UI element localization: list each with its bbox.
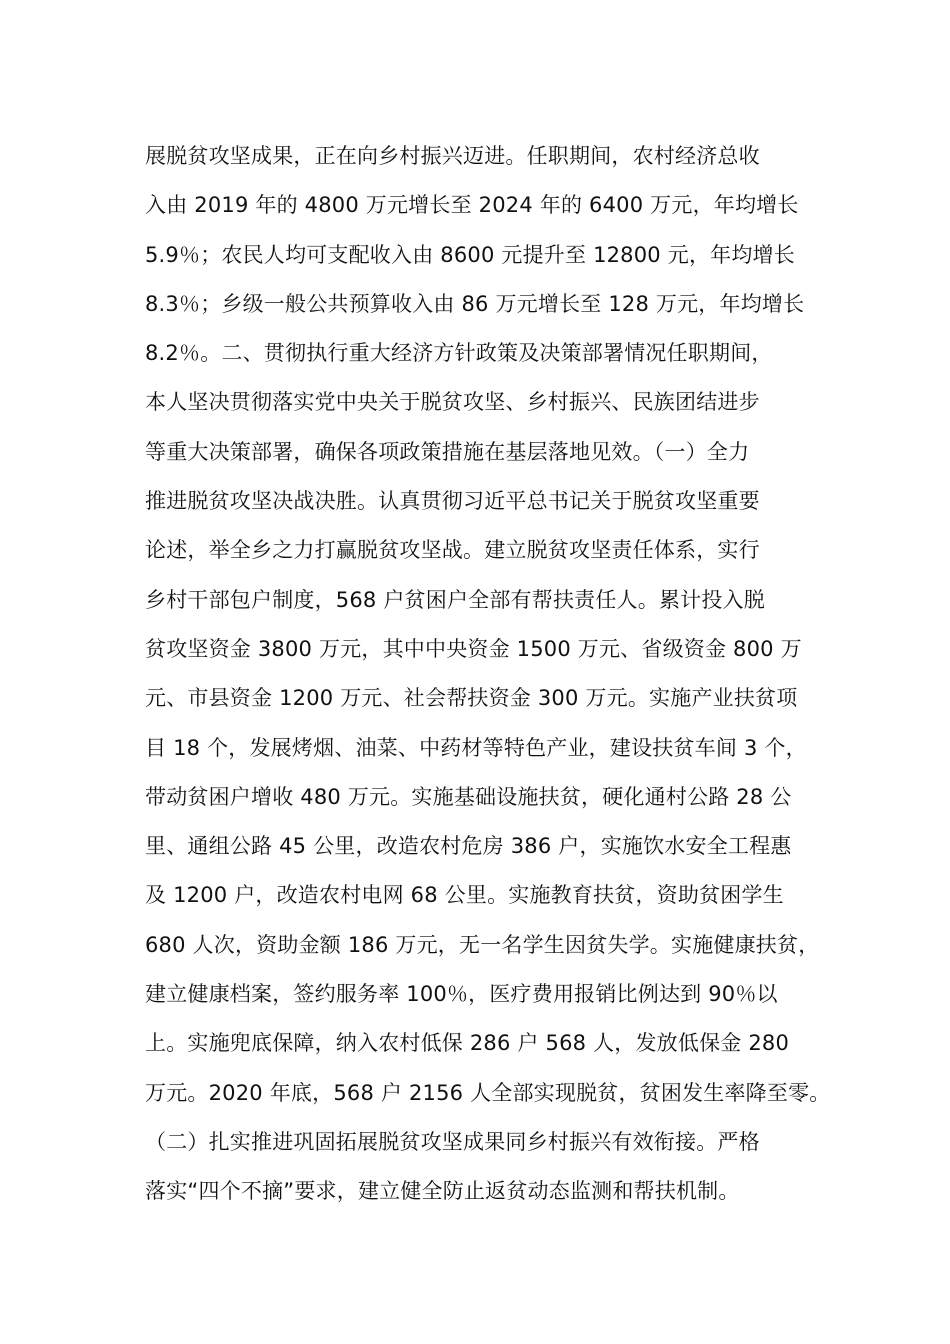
text-line: 展脱贫攻坚成果，正在向乡村振兴迈进。任职期间，农村经济总收 bbox=[145, 144, 760, 168]
text-line: 建立健康档案，签约服务率 100％，医疗费用报销比例达到 90％以 bbox=[145, 982, 778, 1007]
text-line: 里、通组公路 45 公里，改造农村危房 386 户，实施饮水安全工程惠 bbox=[145, 834, 792, 859]
text-line: 680 人次，资助金额 186 万元，无一名学生因贫失学。实施健康扶贫， bbox=[145, 932, 820, 957]
text-line: （二）扎实推进巩固拓展脱贫攻坚成果同乡村振兴有效衔接。严格 bbox=[145, 1129, 760, 1154]
text-line: 带动贫困户增收 480 万元。实施基础设施扶贫，硬化通村公路 28 公 bbox=[145, 784, 792, 809]
text-line: 8.3％；乡级一般公共预算收入由 86 万元增长至 128 万元，年均增长 bbox=[145, 291, 805, 316]
text-line: 元、市县资金 1200 万元、社会帮扶资金 300 万元。实施产业扶贫项 bbox=[145, 686, 798, 711]
text-line: 本人坚决贯彻落实党中央关于脱贫攻坚、乡村振兴、民族团结进步 bbox=[145, 390, 760, 415]
text-line: 及 1200 户，改造农村电网 68 公里。实施教育扶贫，资助贫困学生 bbox=[145, 883, 784, 908]
text-line: 5.9％；农民人均可支配收入由 8600 元提升至 12800 元，年均增长 bbox=[145, 242, 795, 267]
text-line: 推进脱贫攻坚决战决胜。认真贯彻习近平总书记关于脱贫攻坚重要 bbox=[145, 489, 760, 514]
text-line: 8.2％。二、贯彻执行重大经济方针政策及决策部署情况任职期间， bbox=[145, 341, 773, 366]
text-line: 贫攻坚资金 3800 万元，其中中央资金 1500 万元、省级资金 800 万 bbox=[145, 636, 802, 661]
document-body bbox=[145, 132, 835, 1217]
text-line: 乡村干部包户制度，568 户贫困户全部有帮扶责任人。累计投入脱 bbox=[145, 587, 765, 612]
text-line: 等重大决策部署，确保各项政策措施在基层落地见效。（一）全力 bbox=[145, 439, 750, 464]
text-line: 上。实施兜底保障，纳入农村低保 286 户 568 人，发放低保金 280 bbox=[145, 1031, 790, 1056]
text-line: 万元。2020 年底，568 户 2156 人全部实现脱贫，贫困发生率降至零。 bbox=[145, 1080, 831, 1105]
text-line: 目 18 个，发展烤烟、油菜、中药材等特色产业，建设扶贫车间 3 个， bbox=[145, 735, 807, 760]
text-line: 落实“四个不摘”要求，建立健全防止返贫动态监测和帮扶机制。 bbox=[145, 1179, 740, 1204]
text-line: 入由 2019 年的 4800 万元增长至 2024 年的 6400 万元，年均增长 bbox=[145, 193, 799, 218]
text-line: 论述，举全乡之力打赢脱贫攻坚战。建立脱贫攻坚责任体系，实行 bbox=[145, 538, 760, 563]
